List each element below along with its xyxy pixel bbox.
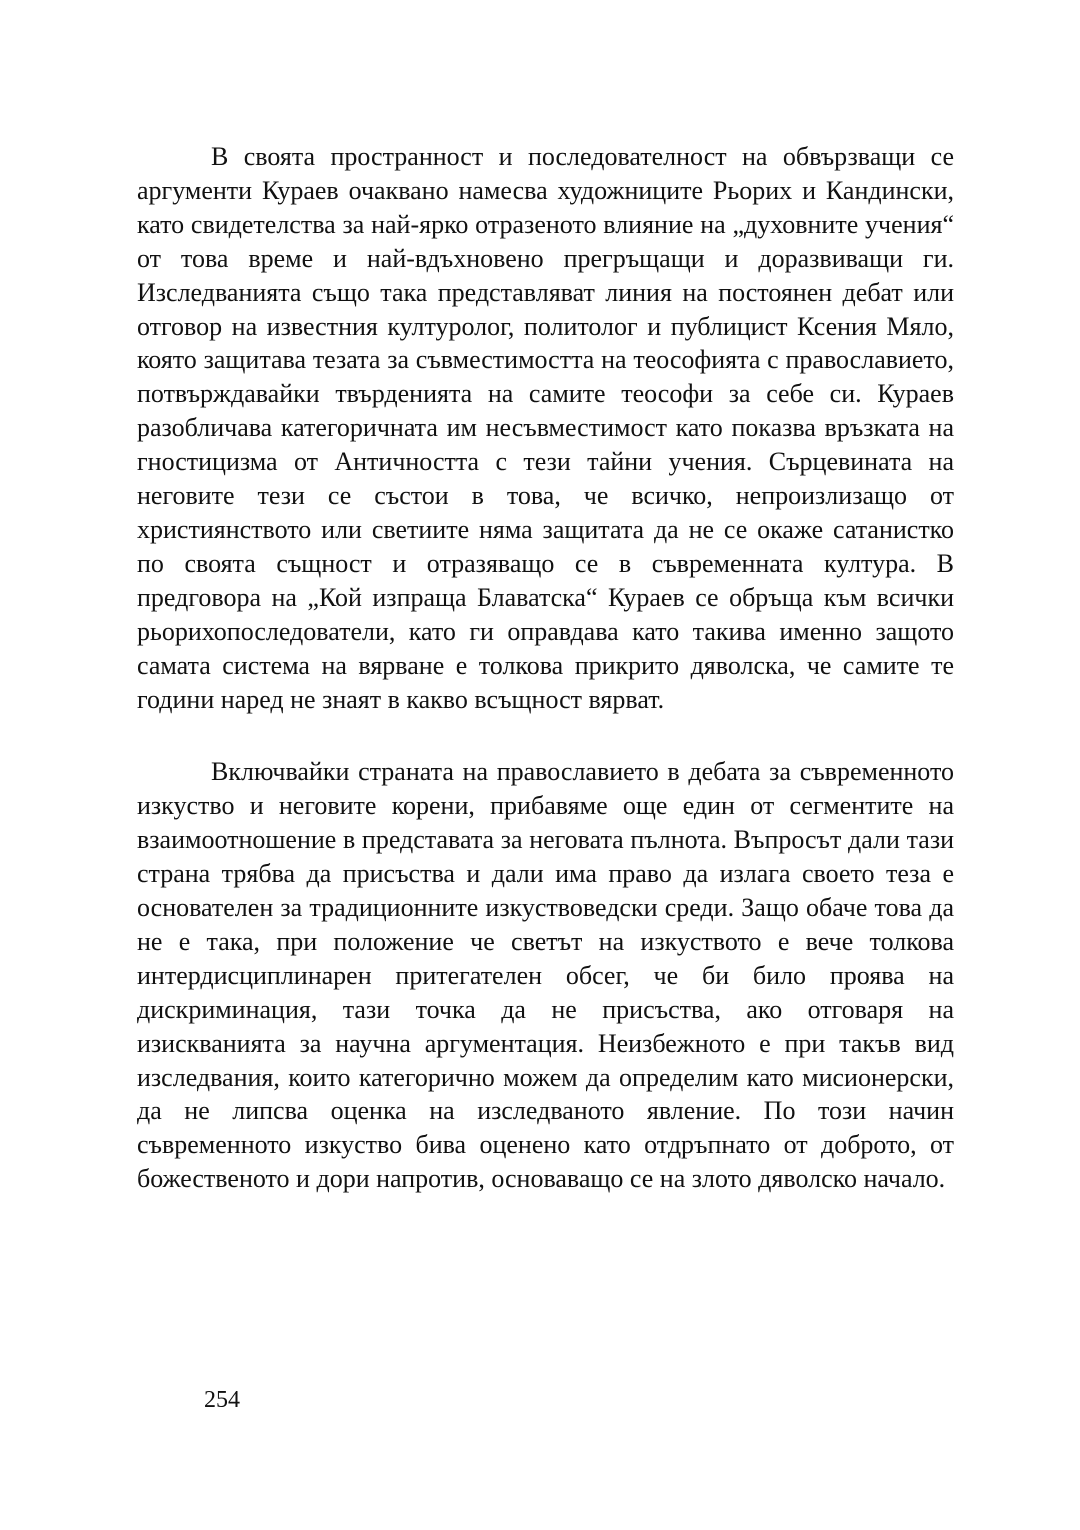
paragraph-2: Включвайки страната на православието в дебата за съвременното изкуство и неговите корени, прибавяме още един от сегментите на взаимоотношение в представата за неговата пълнота. Въпросът дали тази страна трябва да присъства и дали има право да излага своето теза е основателен за традиционните изкуствоведски среди. Защо обаче това да не е така, при положение че светът на изкуството е вече толкова интердисциплинарен притегателен обсег, че би било проява на дискриминация, тази точка да не присъства, ако отговаря на изискванията за научна аргументация. Неизбежното е при такъв вид изследвания, които категорично можем да определим като мисионерски, да не липсва оценка на изследваното явление. По този начин съвременното изкуство бива оценено като отдръпнато от доброто, от божественото и дори напротив, основаващо се на злото дяволско начало. [137,757,954,1194]
page-number: 254 [204,1387,240,1413]
paragraph-1: В своята пространност и последователност на обвързващи се аргументи Кураев очаквано намесва художниците Рьорих и Кандински, като свидетелства за най-ярко отразеното влияние на „духовните учения“ от това време и най-вдъхновено прегръщащи и доразвиващи ги. Изследванията също така представляват линия на постоянен дебат или отговор на известния културолог, политолог и публицист Ксения Мяло, която защитава тезата за съвместимостта на теософията с православието, потвърждавайки твърденията на самите теософи за себе си. Кураев разобличава категоричната им несъвместимост като показва връзката на гностицизма от Античността с тези тайни учения. Сърцевината на неговите тези се състои в това, че всичко, непроизлизащо от християнството или светиите няма защитата да не се окаже сатанистко по своята същност и отразяващо се в съвременната култура. В предговора на „Кой изпраща Блаватска“ Кураев се обръща към всички рьорихопоследователи, като ги оправдава като такива именно защото самата система на вярване е толкова прикрито дяволска, че самите те години наред не знаят в какво всъщност вярват. [137,142,954,714]
body-text [137,140,954,1196]
